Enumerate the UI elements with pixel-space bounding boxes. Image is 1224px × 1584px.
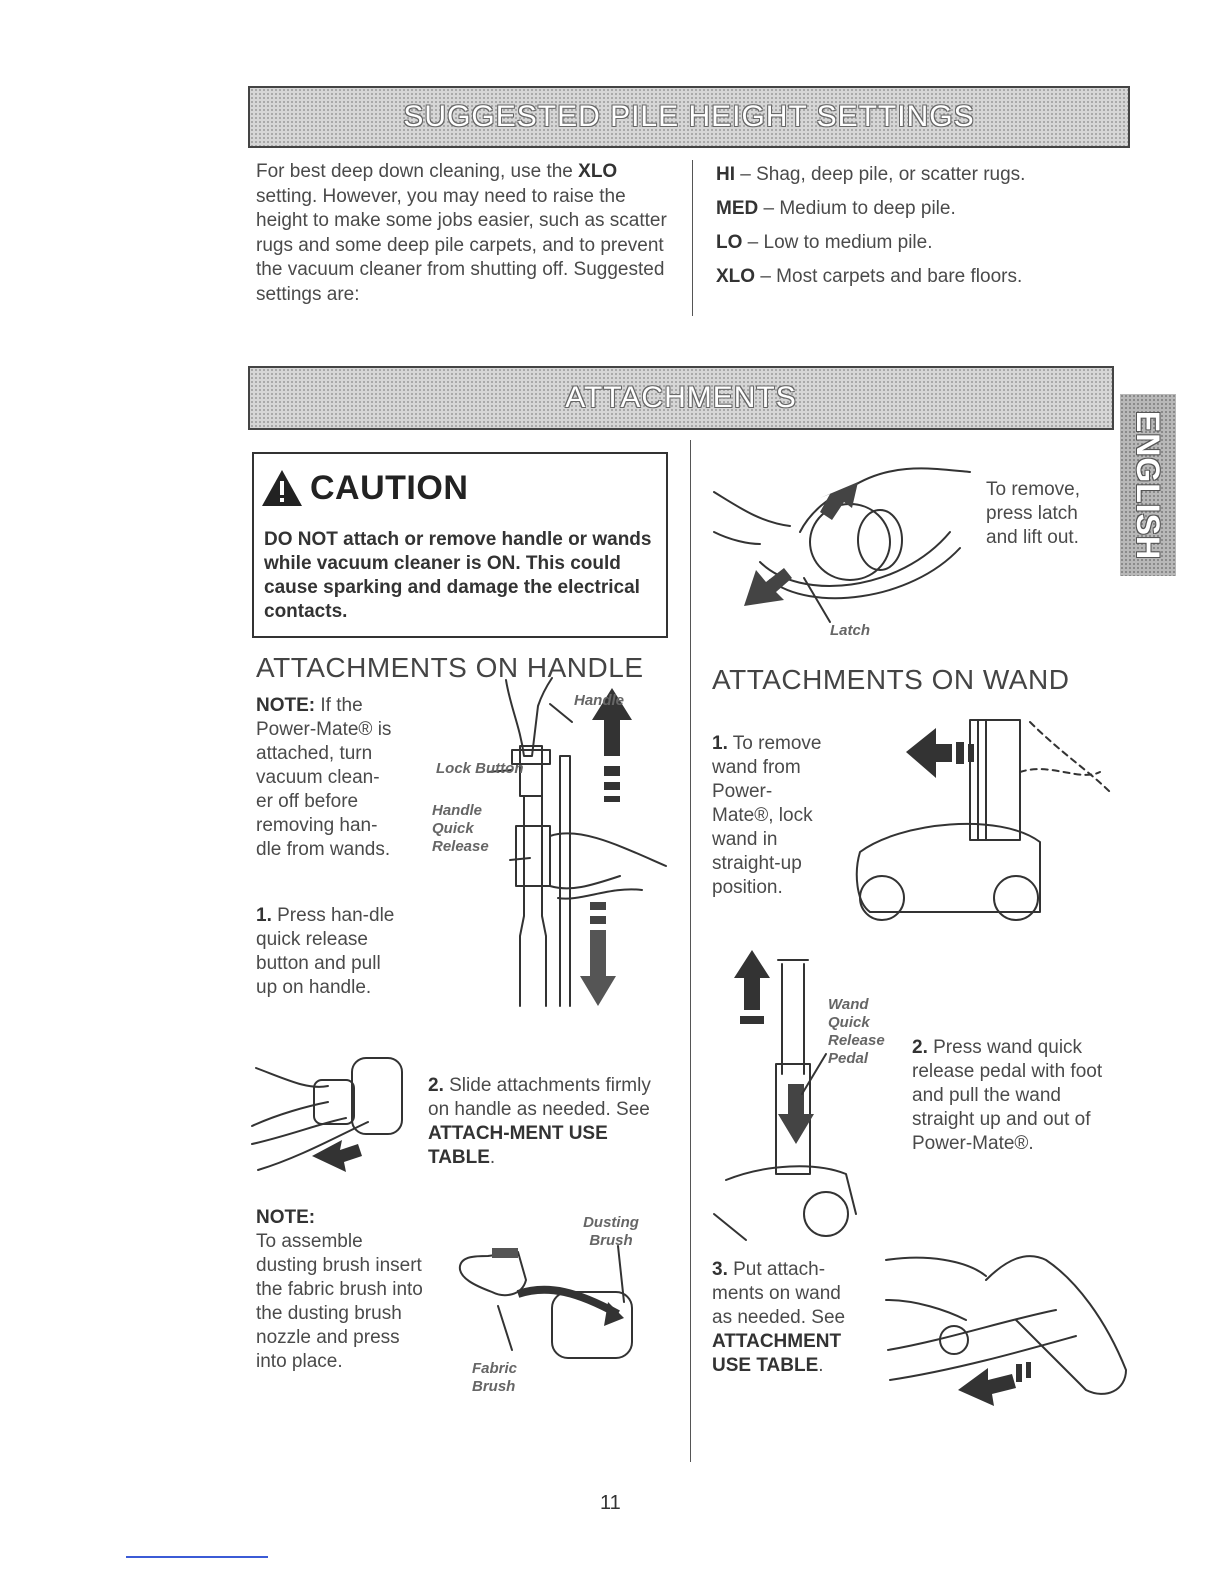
attachment-table-ref: ATTACH-MENT USE TABLE [428,1123,608,1168]
caution-box [252,452,668,638]
attachments-banner [248,366,1114,430]
handle-step-2: 2. Slide attachments firmly on handle as needed. See ATTACH-MENT USE TABLE. [428,1075,651,1168]
arrow-left-icon [958,1368,1016,1406]
dusting-brush-illustration [448,1236,668,1376]
power-mate-illustration [840,712,1120,932]
attachments-banner-title: ATTACHMENTS [565,381,797,414]
label-handle: Handle [574,692,625,709]
label-latch: Latch [830,622,871,639]
wand-pedal-illustration [706,944,896,1244]
caution-word: CAUTION [310,468,469,507]
pile-height-banner-title: SUGGESTED PILE HEIGHT SETTINGS [403,100,975,133]
wand-heading: ATTACHMENTS ON WAND [712,664,1070,695]
handle-note: NOTE: If the Power-Mate® is attached, turn vacuum clean-er off before removing han-dle from wands. [256,695,392,860]
label-fabric-brush: Fabric Brush [472,1360,518,1395]
wand-step-1: 1. To remove wand from Power-Mate®, lock wand in straight-up position. [712,733,822,898]
pile-settings-list [716,163,1116,299]
label-dusting-brush: Dusting Brush [583,1214,639,1249]
wand-attachment-illustration [876,1240,1136,1410]
setting-hi: HI – Shag, deep pile, or scatter rugs. [716,164,1026,185]
attachment-table-ref-wand: ATTACHMENT USE TABLE [712,1331,842,1376]
attachments-column-divider [690,440,691,1462]
setting-med: MED – Medium to deep pile. [716,198,956,219]
arrow-down-left-icon [744,568,792,606]
wand-step-2: 2. Press wand quick release pedal with foot and pull the wand straight up and out of Power-Mate®. [912,1037,1103,1154]
arrow-down-icon [778,1084,814,1144]
label-handle-quick-release: Handle Quick Release [432,802,489,855]
footer-line [126,1556,268,1558]
warning-triangle-icon [260,468,304,508]
handle-heading: ATTACHMENTS ON HANDLE [256,652,644,683]
page-number: 11 [600,1492,621,1514]
language-side-tab-label: ENGLISH [1130,410,1167,560]
pile-height-banner [248,86,1130,148]
dusting-brush-note: NOTE: To assemble dusting brush insert the fabric brush into the dusting brush nozzle and press into place. [256,1207,423,1372]
setting-xlo: XLO – Most carpets and bare floors. [716,266,1023,287]
language-side-tab [1120,394,1176,576]
label-lock-button: Lock Button [436,760,524,777]
wand-step-3: 3. Put attach-ments on wand as needed. See ATTACHMENT USE TABLE. [712,1259,846,1376]
setting-lo: LO – Low to medium pile. [716,232,933,253]
latch-removal-illustration [700,452,980,622]
remove-latch-text: To remove, press latch and lift out. [986,479,1080,548]
xlo-keyword: XLO [578,161,618,182]
arrow-down-icon [580,930,616,1006]
attachment-on-handle-illustration [248,1040,418,1180]
arrow-up-icon [734,950,770,1010]
pile-intro-text: For best deep down cleaning, use the XLO setting. However, you may need to raise the height to make some jobs easier, such as scatter rugs and some deep pile carpets, and to prevent the vacuum cleaner from shutting off. Suggested settings are: [256,161,667,305]
arrow-left-icon [906,728,952,778]
caution-message: DO NOT attach or remove handle or wands while vacuum cleaner is ON. This could cause sparking and damage the electrical contacts. [264,529,652,622]
handle-step-1: 1. Press han-dle quick release button and pull up on handle. [256,905,395,998]
label-wand-quick-release-pedal: Wand Quick Release Pedal [828,996,885,1067]
pile-column-divider [692,160,693,316]
caution-title [260,468,468,508]
